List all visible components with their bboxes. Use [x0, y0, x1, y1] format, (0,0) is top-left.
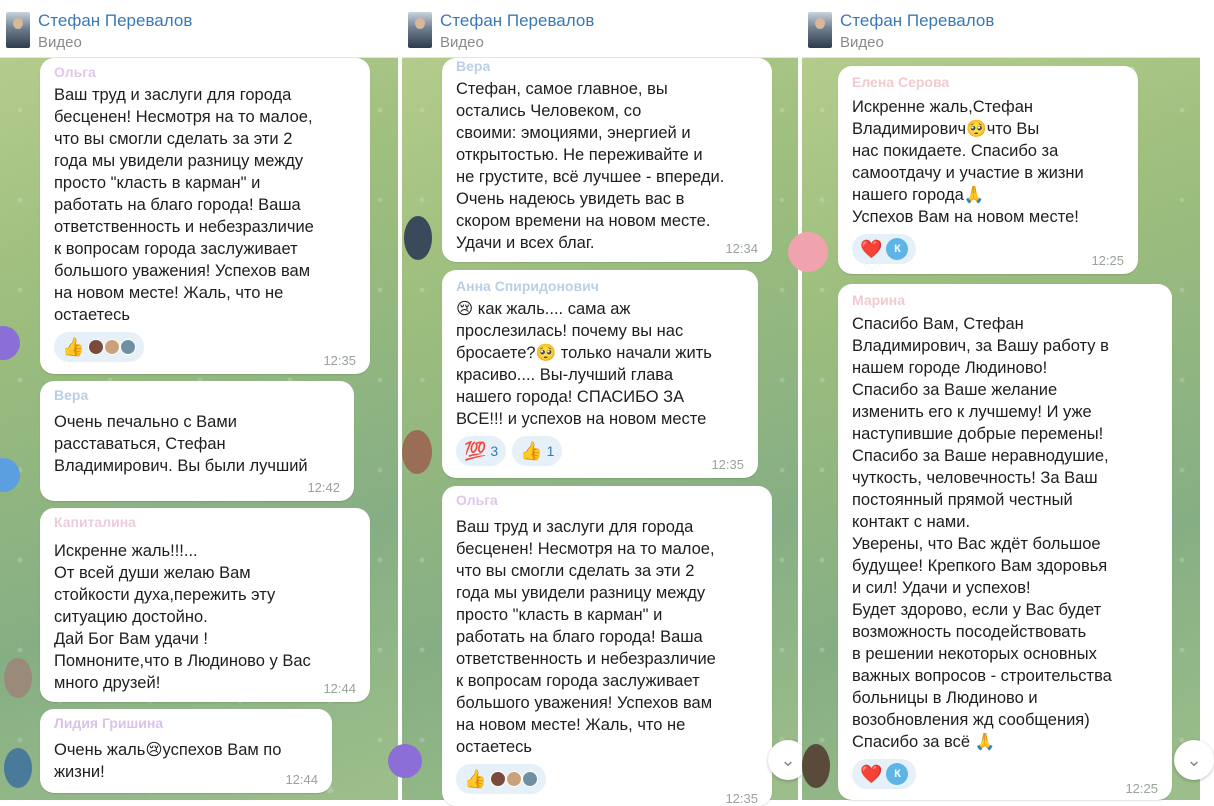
chat-header[interactable]	[802, 0, 1200, 58]
channel-avatar[interactable]	[408, 12, 432, 48]
reaction-thumbs-up[interactable]	[456, 764, 546, 794]
sender-avatar[interactable]	[404, 216, 432, 260]
channel-subtitle: Видео	[38, 34, 82, 51]
chat-panel-2	[402, 0, 798, 806]
message-sender[interactable]: Вера	[456, 58, 491, 74]
reaction-thumbs-up[interactable]	[54, 332, 144, 362]
channel-avatar[interactable]	[6, 12, 30, 48]
message-text: Искренне жаль,Стефан Владимирович🥺что Вы нас покидаете. Спасибо за самоотдачу и участие в жизни нашего города🙏 Успехов Вам на новом месте!	[852, 98, 1084, 226]
chat-panel-1	[0, 0, 398, 800]
reactor-avatar	[104, 339, 120, 355]
message-text: Спасибо Вам, Стефан Владимирович, за Вашу работу в нашем городе Людиново! Спасибо за Ваше желание изменить его к лучшему! И уже наступившие добрые перемены! Спасибо за Ваше неравнодушие, чуткость, человечность! За Ваш постоянный прямой честный контакт с нами. Уверены, что Вас ждёт большое будущее! Крепкого Вам здоровья и сил! Удачи и успехов! Будет здорово, если у Вас будет возможность посодействовать в решении некоторых основных важных вопросов - строительства больницы в Людиново и возобновления жд сообщения) Спасибо за всё 🙏	[852, 315, 1112, 751]
chevron-down-icon: ⌄	[780, 749, 796, 770]
reactions-row	[54, 332, 354, 362]
reactions-row	[456, 436, 742, 466]
thumbs-up-icon: 👍	[520, 441, 543, 461]
message-sender[interactable]: Капиталина	[54, 514, 136, 530]
message-text: Очень печально с Вами расставаться, Стефан Владимирович. Вы были лучший	[54, 413, 308, 475]
chat-header[interactable]	[0, 0, 398, 58]
message-time: 12:25	[1125, 781, 1158, 796]
heart-icon: ❤️	[860, 764, 883, 784]
message-sender[interactable]: Ольга	[456, 492, 498, 508]
reaction-thumbs-up[interactable]	[512, 436, 562, 466]
message-bubble[interactable]	[442, 58, 772, 262]
message-text: Очень жаль😢успехов Вам по жизни!	[54, 741, 282, 781]
sender-avatar[interactable]	[388, 744, 422, 778]
sender-avatar[interactable]	[0, 326, 20, 360]
reactor-avatar	[490, 771, 506, 787]
message-time: 12:44	[285, 772, 318, 787]
chat-panel-3	[802, 0, 1200, 800]
reactor-avatar	[120, 339, 136, 355]
message-text: Искренне жаль!!!... От всей души желаю Вам стойкости духа,пережить эту ситуацию достойно. Дай Бог Вам удачи ! Помноните,что в Людиново у Вас много друзей!	[54, 542, 311, 692]
message-bubble[interactable]	[838, 66, 1138, 274]
message-sender[interactable]: Анна Спиридонович	[456, 278, 599, 294]
channel-subtitle: Видео	[440, 34, 484, 51]
message-bubble[interactable]	[40, 381, 354, 501]
channel-avatar[interactable]	[808, 12, 832, 48]
reaction-heart[interactable]	[852, 234, 916, 264]
thumbs-up-icon: 👍	[464, 769, 487, 789]
message-sender[interactable]: Лидия Гришина	[54, 715, 164, 731]
reaction-heart[interactable]	[852, 759, 916, 789]
message-text: Стефан, самое главное, вы остались Человеком, со своими: эмоциями, энергией и открытостью. Не переживайте и не грустите, всё лучшее - впереди. Очень надеюсь увидеть вас в скором времени на новом месте. Удачи и всех благ.	[456, 80, 725, 252]
reactor-avatar: К	[886, 238, 908, 260]
sender-avatar[interactable]	[4, 658, 32, 698]
message-bubble[interactable]	[838, 284, 1172, 800]
reactor-avatar: К	[886, 763, 908, 785]
reactions-row	[852, 234, 1122, 264]
message-text: Ваш труд и заслуги для города бесценен! Несмотря на то малое, что вы смогли сделать за эти 2 года мы увидели разницу между просто "класть в карман" и работать на благо города! Ваша ответственность и небезразличие к вопросам города заслуживает большого уважения! Успехов вам на новом месте! Жаль, что не остаетесь	[54, 86, 314, 324]
message-bubble[interactable]	[40, 58, 370, 374]
message-sender[interactable]: Вера	[54, 387, 89, 403]
channel-name[interactable]: Стефан Перевалов	[38, 11, 193, 30]
reaction-hundred[interactable]	[456, 436, 506, 466]
reactions-row	[852, 759, 1156, 789]
reaction-count: 3	[490, 443, 499, 459]
message-time: 12:42	[307, 480, 340, 495]
reaction-count: 1	[546, 443, 555, 459]
sender-avatar[interactable]	[0, 458, 20, 492]
message-text: Ваш труд и заслуги для города бесценен! Несмотря на то малое, что вы смогли сделать за эти 2 года мы увидели разницу между просто "класть в карман" и работать на благо города! Ваша ответственность и небезразличие к вопросам города заслуживает большого уважения! Успехов вам на новом месте! Жаль, что не остаетесь	[456, 518, 716, 756]
message-time: 12:34	[725, 241, 758, 256]
reactor-avatar	[88, 339, 104, 355]
message-bubble[interactable]	[442, 486, 772, 806]
thumbs-up-icon: 👍	[62, 337, 85, 357]
hundred-icon: 💯	[464, 441, 487, 461]
message-time: 12:35	[323, 353, 356, 368]
message-sender[interactable]: Марина	[852, 292, 906, 308]
message-text: 😢 как жаль.... сама аж прослезилась! почему вы нас бросаете?🥺 только начали жить красиво.... Вы-лучший глава нашего города! СПАСИБО ЗА ВСЕ!!! и успехов на новом месте	[456, 300, 712, 428]
scroll-down-button[interactable]	[1174, 740, 1214, 780]
message-time: 12:35	[725, 791, 758, 806]
message-bubble[interactable]	[40, 508, 370, 702]
sender-avatar[interactable]	[788, 232, 828, 272]
message-time: 12:35	[711, 457, 744, 472]
message-sender[interactable]: Елена Серова	[852, 74, 950, 90]
message-bubble[interactable]	[40, 709, 332, 793]
message-time: 12:44	[323, 681, 356, 696]
chat-header[interactable]	[402, 0, 798, 58]
channel-name[interactable]: Стефан Перевалов	[840, 11, 995, 30]
channel-name[interactable]: Стефан Перевалов	[440, 11, 595, 30]
channel-subtitle: Видео	[840, 34, 884, 51]
sender-avatar[interactable]	[4, 748, 32, 788]
sender-avatar[interactable]	[802, 744, 830, 788]
message-time: 12:25	[1091, 253, 1124, 268]
reactions-row	[456, 764, 756, 794]
reactor-avatar	[506, 771, 522, 787]
reactor-avatar	[522, 771, 538, 787]
chevron-down-icon: ⌄	[1186, 749, 1202, 770]
heart-icon: ❤️	[860, 239, 883, 259]
sender-avatar[interactable]	[402, 430, 432, 474]
message-bubble[interactable]	[442, 270, 758, 478]
message-sender[interactable]: Ольга	[54, 64, 96, 80]
